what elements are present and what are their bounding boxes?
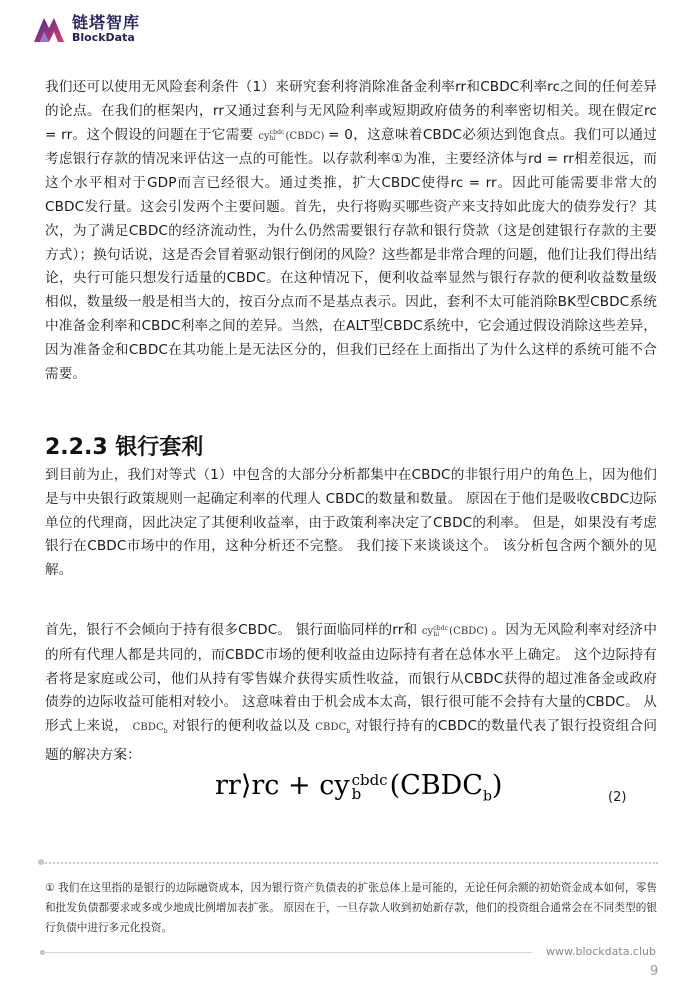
brand-header (32, 14, 140, 44)
paragraph-text: 对银行持有的CBDC的数量代表了银行投资组合问题的解决方案： (45, 718, 658, 763)
footnote: ① 我们在这里指的是银行的边际融资成本，因为银行资产负债表的扩张总体上是可能的，无论任何余额的初始资金成本如何，零售和批发负债都要求或多或少地成比例增加表扩张。 原因在于，一旦存款人收到初始新存款，他们的投资组合通常会在不同类型的银行负债中进行多元化投资。 (45, 882, 657, 934)
paragraph-text: 。因为无风险利率对经济中的所有代理人都是共同的，而CBDC市场的便利收益由边际持有者在总体水平上确定。 这个边际持有者将是家庭或公司，他们从持有零售媒介获得实质性收益，而银行从CBDC获得的超过准备金或政府债券的边际收益可能相对较小。 这意味着由于机会成本太高，银行很可能不会持有大量的CBDC。 从形式上来说， (45, 622, 658, 735)
convenience-yield-formula: cy cbdc hi (CBDC) (258, 129, 325, 143)
paragraph-text: 对银行的便利收益以及 (172, 718, 311, 735)
footnote-divider (42, 862, 658, 864)
display-equation: rr⟩rc + cy cbdc b $(CBDC_b)$ (215, 770, 503, 805)
paragraph-text: 首先，银行不会倾向于持有很多CBDC。 银行面临同样的rr和 (45, 622, 418, 638)
body-paragraph-3 (45, 619, 657, 768)
equation-number: (2) (608, 790, 627, 805)
footer-url: www.blockdata.club (546, 945, 656, 958)
convenience-yield-formula: cy cbdc hi (CBDC) (421, 624, 489, 638)
section-heading: 2.2.3 银行套利 (45, 435, 204, 460)
bank-cbdc-symbol: $CBDC_b$ (315, 722, 351, 736)
blockdata-logo-icon (32, 14, 66, 44)
logo-english-name: BlockData (72, 30, 135, 44)
body-paragraph-2: 到目前为止，我们对等式（1）中包含的大部分分析都集中在CBDC的非银行用户的角色上，因为他们是与中央银行政策规则一起确定利率的代理人 CBDC的数量和数量。 原因在于他们是吸收CBDC边际单位的代理商，因此决定了其便利收益率，由于政策利率决定了CBDC的利率。 但是，如果没有考虑银行在CBDC市场中的作用，这种分析还不完整。 我们接下来谈谈这个。 该分析包含两个额外的见解。 (45, 467, 657, 579)
body-paragraph-1 (45, 76, 657, 386)
page-number: 9 (650, 964, 659, 979)
bank-cbdc-symbol: $CBDC_b$ (132, 722, 168, 736)
logo-chinese-name: 链塔智库 (72, 12, 141, 32)
paragraph-text: = 0，这意味着CBDC必须达到饱食点。我们可以通过考虑银行存款的情况来评估这一点的可能性。以存款利率①为准，主要经济体与rd = rr相差很远，而这个水平相对于GDP而言已经很大。通过类推，扩大CBDC使得rc = rr。因此可能需要非常大的CBDC发行量。这会引发两个主要问题。首先，央行将购买哪些资产来支持如此庞大的债券发行？其次，为了满足CBDC的经济流动性，为什么仍然需要银行存款和银行贷款（这是创建银行存款的主要方式）；换句话说，这是否会冒着驱动银行倒闭的风险？这些都是非常合理的问题，他们让我们得出结论，央行可能只想发行适量的CBDC。在这种情况下，便利收益率显然与银行存款的便利收益数量级相似，数量级一般是相当大的，按百分点而不是基点表示。因此，套利不太可能消除BK型CBDC系统中准备金利率和CBDC利率之间的差异。当然，在ALT型CBDC系统中，它会通过假设消除这些差异，因为准备金和CBDC在其功能上是无法区分的，但我们已经在上面指出了为什么这样的系统可能不合需要。 (45, 126, 657, 382)
paragraph-text: 我们还可以使用无风险套利条件（1）来研究套利将消除准备金利率rr和CBDC利率rc之间的任何差异的论点。在我们的框架内，rr又通过套利与无风险利率或短期政府债务的利率密切相关。现在假定rc = rr。这个假设的问题在于它需要 (45, 79, 657, 143)
footer-divider (42, 952, 532, 953)
